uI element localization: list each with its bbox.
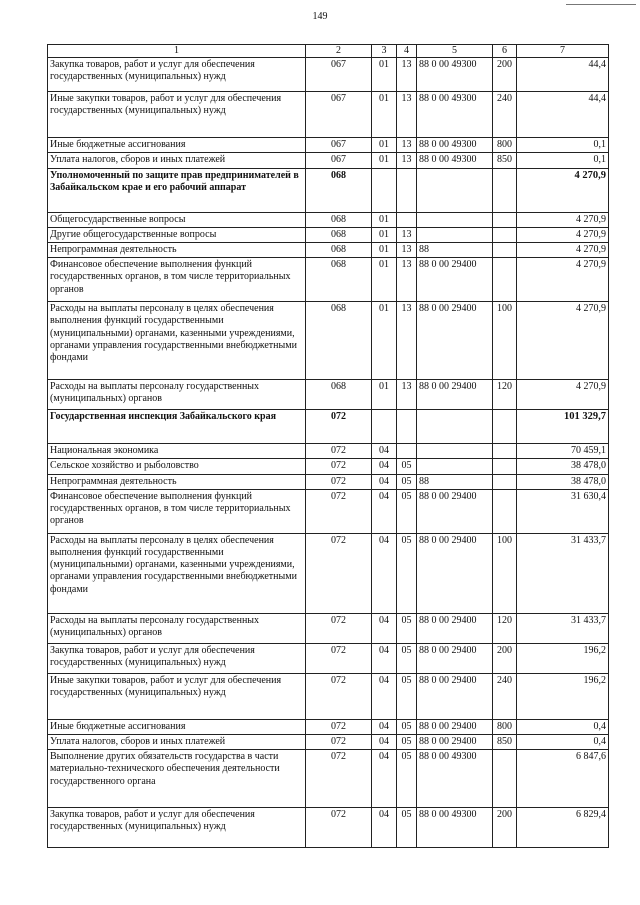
expense-name-cell: Другие общегосударственные вопросы xyxy=(48,227,306,242)
subsection-code-cell: 05 xyxy=(397,613,417,643)
table-row xyxy=(48,735,609,750)
expense-type-code-cell: 120 xyxy=(493,380,517,410)
target-article-code-cell: 88 0 00 29400 xyxy=(417,673,493,719)
section-code-cell: 04 xyxy=(372,808,397,848)
amount-cell: 4 270,9 xyxy=(517,168,609,212)
table-row xyxy=(48,643,609,673)
expense-name-cell: Уплата налогов, сборов и иных платежей xyxy=(48,153,306,168)
expense-name-cell: Закупка товаров, работ и услуг для обеспечения государственных (муниципальных) нужд xyxy=(48,808,306,848)
expense-name-cell: Расходы на выплаты персоналу в целях обеспечения выполнения функций государственными (муниципальными) органами, казенными учреждениями, органами управления государственными внебюджетными фондами xyxy=(48,533,306,613)
table-row xyxy=(48,750,609,808)
section-code-cell: 04 xyxy=(372,474,397,489)
target-article-code-cell: 88 0 00 49300 xyxy=(417,153,493,168)
header-row xyxy=(48,45,609,58)
table-row xyxy=(48,380,609,410)
expense-type-code-cell: 100 xyxy=(493,302,517,380)
subsection-code-cell: 05 xyxy=(397,474,417,489)
expense-type-code-cell: 800 xyxy=(493,719,517,734)
target-article-code-cell: 88 0 00 49300 xyxy=(417,808,493,848)
amount-cell: 0,4 xyxy=(517,735,609,750)
target-article-code-cell xyxy=(417,410,493,444)
subsection-code-cell xyxy=(397,212,417,227)
amount-cell: 6 847,6 xyxy=(517,750,609,808)
amount-cell: 0,1 xyxy=(517,138,609,153)
subsection-code-cell: 05 xyxy=(397,673,417,719)
header-col-5: 5 xyxy=(417,45,493,58)
ministry-code-cell: 072 xyxy=(306,808,372,848)
expense-name-cell: Уплата налогов, сборов и иных платежей xyxy=(48,735,306,750)
ministry-code-cell: 072 xyxy=(306,719,372,734)
section-code-cell xyxy=(372,168,397,212)
expense-type-code-cell: 200 xyxy=(493,643,517,673)
expense-name-cell: Расходы на выплаты персоналу государственных (муниципальных) органов xyxy=(48,380,306,410)
table-row xyxy=(48,138,609,153)
expense-type-code-cell xyxy=(493,750,517,808)
section-code-cell: 04 xyxy=(372,719,397,734)
target-article-code-cell: 88 0 00 49300 xyxy=(417,138,493,153)
subsection-code-cell: 05 xyxy=(397,808,417,848)
expense-name-cell: Сельское хозяйство и рыболовство xyxy=(48,459,306,474)
expense-name-cell: Финансовое обеспечение выполнения функций государственных органов, в том числе территориальных органов xyxy=(48,489,306,533)
expense-type-code-cell: 120 xyxy=(493,613,517,643)
ministry-code-cell: 068 xyxy=(306,243,372,258)
amount-cell: 196,2 xyxy=(517,643,609,673)
subsection-code-cell: 05 xyxy=(397,489,417,533)
expense-name-cell: Закупка товаров, работ и услуг для обеспечения государственных (муниципальных) нужд xyxy=(48,643,306,673)
amount-cell: 4 270,9 xyxy=(517,227,609,242)
expense-type-code-cell: 850 xyxy=(493,153,517,168)
table-row xyxy=(48,489,609,533)
target-article-code-cell: 88 0 00 29400 xyxy=(417,302,493,380)
header-col-4: 4 xyxy=(397,45,417,58)
ministry-code-cell: 072 xyxy=(306,673,372,719)
expense-name-cell: Государственная инспекция Забайкальского края xyxy=(48,410,306,444)
ministry-code-cell: 072 xyxy=(306,410,372,444)
expense-name-cell: Выполнение других обязательств государства в части материально-технического обеспечения деятельности государственного органа xyxy=(48,750,306,808)
target-article-code-cell: 88 0 00 29400 xyxy=(417,380,493,410)
expense-type-code-cell xyxy=(493,243,517,258)
expense-type-code-cell xyxy=(493,168,517,212)
amount-cell: 0,1 xyxy=(517,153,609,168)
table-row xyxy=(48,444,609,459)
amount-cell: 44,4 xyxy=(517,92,609,138)
expense-type-code-cell: 240 xyxy=(493,673,517,719)
amount-cell: 31 433,7 xyxy=(517,613,609,643)
header-col-3: 3 xyxy=(372,45,397,58)
section-code-cell xyxy=(372,410,397,444)
section-code-cell: 04 xyxy=(372,533,397,613)
ministry-code-cell: 068 xyxy=(306,212,372,227)
target-article-code-cell: 88 xyxy=(417,243,493,258)
subsection-code-cell: 05 xyxy=(397,750,417,808)
table-row xyxy=(48,227,609,242)
subsection-code-cell: 13 xyxy=(397,138,417,153)
expense-name-cell: Расходы на выплаты персоналу государственных (муниципальных) органов xyxy=(48,613,306,643)
expense-type-code-cell: 100 xyxy=(493,533,517,613)
expense-name-cell: Иные бюджетные ассигнования xyxy=(48,719,306,734)
amount-cell: 38 478,0 xyxy=(517,474,609,489)
amount-cell: 31 630,4 xyxy=(517,489,609,533)
table-row xyxy=(48,533,609,613)
expense-name-cell: Закупка товаров, работ и услуг для обеспечения государственных (муниципальных) нужд xyxy=(48,58,306,92)
subsection-code-cell: 05 xyxy=(397,459,417,474)
table-row xyxy=(48,613,609,643)
section-code-cell: 04 xyxy=(372,673,397,719)
amount-cell: 31 433,7 xyxy=(517,533,609,613)
header-col-7: 7 xyxy=(517,45,609,58)
amount-cell: 0,4 xyxy=(517,719,609,734)
target-article-code-cell: 88 0 00 29400 xyxy=(417,719,493,734)
target-article-code-cell xyxy=(417,212,493,227)
target-article-code-cell: 88 0 00 29400 xyxy=(417,735,493,750)
ministry-code-cell: 068 xyxy=(306,380,372,410)
target-article-code-cell xyxy=(417,459,493,474)
ministry-code-cell: 072 xyxy=(306,489,372,533)
section-code-cell: 01 xyxy=(372,227,397,242)
table-row xyxy=(48,212,609,227)
expense-type-code-cell: 200 xyxy=(493,808,517,848)
subsection-code-cell: 05 xyxy=(397,643,417,673)
expense-name-cell: Общегосударственные вопросы xyxy=(48,212,306,227)
table-row xyxy=(48,243,609,258)
table-row xyxy=(48,92,609,138)
ministry-code-cell: 072 xyxy=(306,474,372,489)
ministry-code-cell: 067 xyxy=(306,58,372,92)
section-code-cell: 01 xyxy=(372,153,397,168)
expense-type-code-cell xyxy=(493,258,517,302)
table-row xyxy=(48,673,609,719)
section-code-cell: 04 xyxy=(372,459,397,474)
section-code-cell: 01 xyxy=(372,258,397,302)
ministry-code-cell: 072 xyxy=(306,533,372,613)
ministry-code-cell: 067 xyxy=(306,138,372,153)
subsection-code-cell: 13 xyxy=(397,302,417,380)
page-number: 149 xyxy=(312,11,328,22)
expense-type-code-cell: 850 xyxy=(493,735,517,750)
expense-name-cell: Национальная экономика xyxy=(48,444,306,459)
amount-cell: 38 478,0 xyxy=(517,459,609,474)
table-row xyxy=(48,808,609,848)
section-code-cell: 01 xyxy=(372,243,397,258)
expense-name-cell: Уполномоченный по защите прав предпринимателей в Забайкальском крае и его рабочий аппарат xyxy=(48,168,306,212)
ministry-code-cell: 067 xyxy=(306,153,372,168)
table-row xyxy=(48,410,609,444)
subsection-code-cell: 13 xyxy=(397,258,417,302)
section-code-cell: 04 xyxy=(372,489,397,533)
header-col-2: 2 xyxy=(306,45,372,58)
ministry-code-cell: 072 xyxy=(306,444,372,459)
ministry-code-cell: 068 xyxy=(306,168,372,212)
section-code-cell: 04 xyxy=(372,750,397,808)
budget-table xyxy=(47,44,609,848)
expense-type-code-cell xyxy=(493,444,517,459)
target-article-code-cell xyxy=(417,227,493,242)
table-row xyxy=(48,153,609,168)
ministry-code-cell: 072 xyxy=(306,459,372,474)
expense-name-cell: Непрограммная деятельность xyxy=(48,243,306,258)
target-article-code-cell xyxy=(417,168,493,212)
ministry-code-cell: 072 xyxy=(306,613,372,643)
table-row xyxy=(48,58,609,92)
section-code-cell: 01 xyxy=(372,138,397,153)
subsection-code-cell: 13 xyxy=(397,380,417,410)
expense-type-code-cell xyxy=(493,474,517,489)
section-code-cell: 04 xyxy=(372,444,397,459)
ministry-code-cell: 068 xyxy=(306,302,372,380)
table-row xyxy=(48,302,609,380)
amount-cell: 6 829,4 xyxy=(517,808,609,848)
section-code-cell: 01 xyxy=(372,380,397,410)
target-article-code-cell: 88 0 00 29400 xyxy=(417,258,493,302)
expense-type-code-cell: 200 xyxy=(493,58,517,92)
section-code-cell: 01 xyxy=(372,212,397,227)
amount-cell: 4 270,9 xyxy=(517,243,609,258)
target-article-code-cell: 88 0 00 29400 xyxy=(417,533,493,613)
target-article-code-cell: 88 0 00 29400 xyxy=(417,489,493,533)
ministry-code-cell: 072 xyxy=(306,750,372,808)
expense-type-code-cell xyxy=(493,489,517,533)
target-article-code-cell: 88 0 00 29400 xyxy=(417,643,493,673)
section-code-cell: 04 xyxy=(372,735,397,750)
expense-name-cell: Непрограммная деятельность xyxy=(48,474,306,489)
amount-cell: 196,2 xyxy=(517,673,609,719)
target-article-code-cell: 88 0 00 49300 xyxy=(417,58,493,92)
amount-cell: 4 270,9 xyxy=(517,302,609,380)
subsection-code-cell xyxy=(397,168,417,212)
subsection-code-cell: 13 xyxy=(397,227,417,242)
subsection-code-cell: 13 xyxy=(397,243,417,258)
subsection-code-cell: 13 xyxy=(397,92,417,138)
expense-type-code-cell xyxy=(493,212,517,227)
amount-cell: 4 270,9 xyxy=(517,380,609,410)
header-col-1: 1 xyxy=(48,45,306,58)
top-rule xyxy=(566,4,636,5)
header-col-6: 6 xyxy=(493,45,517,58)
expense-type-code-cell: 240 xyxy=(493,92,517,138)
amount-cell: 70 459,1 xyxy=(517,444,609,459)
ministry-code-cell: 072 xyxy=(306,643,372,673)
table-row xyxy=(48,719,609,734)
section-code-cell: 01 xyxy=(372,92,397,138)
table-row xyxy=(48,258,609,302)
target-article-code-cell: 88 xyxy=(417,474,493,489)
expense-type-code-cell xyxy=(493,410,517,444)
ministry-code-cell: 067 xyxy=(306,92,372,138)
amount-cell: 101 329,7 xyxy=(517,410,609,444)
amount-cell: 44,4 xyxy=(517,58,609,92)
ministry-code-cell: 072 xyxy=(306,735,372,750)
expense-type-code-cell xyxy=(493,459,517,474)
ministry-code-cell: 068 xyxy=(306,227,372,242)
amount-cell: 4 270,9 xyxy=(517,212,609,227)
subsection-code-cell: 05 xyxy=(397,533,417,613)
subsection-code-cell: 05 xyxy=(397,719,417,734)
expense-name-cell: Иные закупки товаров, работ и услуг для обеспечения государственных (муниципальных) нужд xyxy=(48,673,306,719)
expense-type-code-cell: 800 xyxy=(493,138,517,153)
expense-name-cell: Иные бюджетные ассигнования xyxy=(48,138,306,153)
expense-name-cell: Расходы на выплаты персоналу в целях обеспечения выполнения функций государственными (муниципальными) органами, казенными учреждениями, органами управления государственными внебюджетными фондами xyxy=(48,302,306,380)
expense-type-code-cell xyxy=(493,227,517,242)
target-article-code-cell: 88 0 00 29400 xyxy=(417,613,493,643)
amount-cell: 4 270,9 xyxy=(517,258,609,302)
section-code-cell: 01 xyxy=(372,58,397,92)
subsection-code-cell: 05 xyxy=(397,735,417,750)
table-row xyxy=(48,168,609,212)
section-code-cell: 01 xyxy=(372,302,397,380)
subsection-code-cell xyxy=(397,410,417,444)
expense-name-cell: Иные закупки товаров, работ и услуг для обеспечения государственных (муниципальных) нужд xyxy=(48,92,306,138)
target-article-code-cell: 88 0 00 49300 xyxy=(417,750,493,808)
subsection-code-cell xyxy=(397,444,417,459)
target-article-code-cell xyxy=(417,444,493,459)
ministry-code-cell: 068 xyxy=(306,258,372,302)
table-row xyxy=(48,474,609,489)
table-row xyxy=(48,459,609,474)
subsection-code-cell: 13 xyxy=(397,153,417,168)
target-article-code-cell: 88 0 00 49300 xyxy=(417,92,493,138)
subsection-code-cell: 13 xyxy=(397,58,417,92)
section-code-cell: 04 xyxy=(372,613,397,643)
section-code-cell: 04 xyxy=(372,643,397,673)
expense-name-cell: Финансовое обеспечение выполнения функций государственных органов, в том числе территориальных органов xyxy=(48,258,306,302)
